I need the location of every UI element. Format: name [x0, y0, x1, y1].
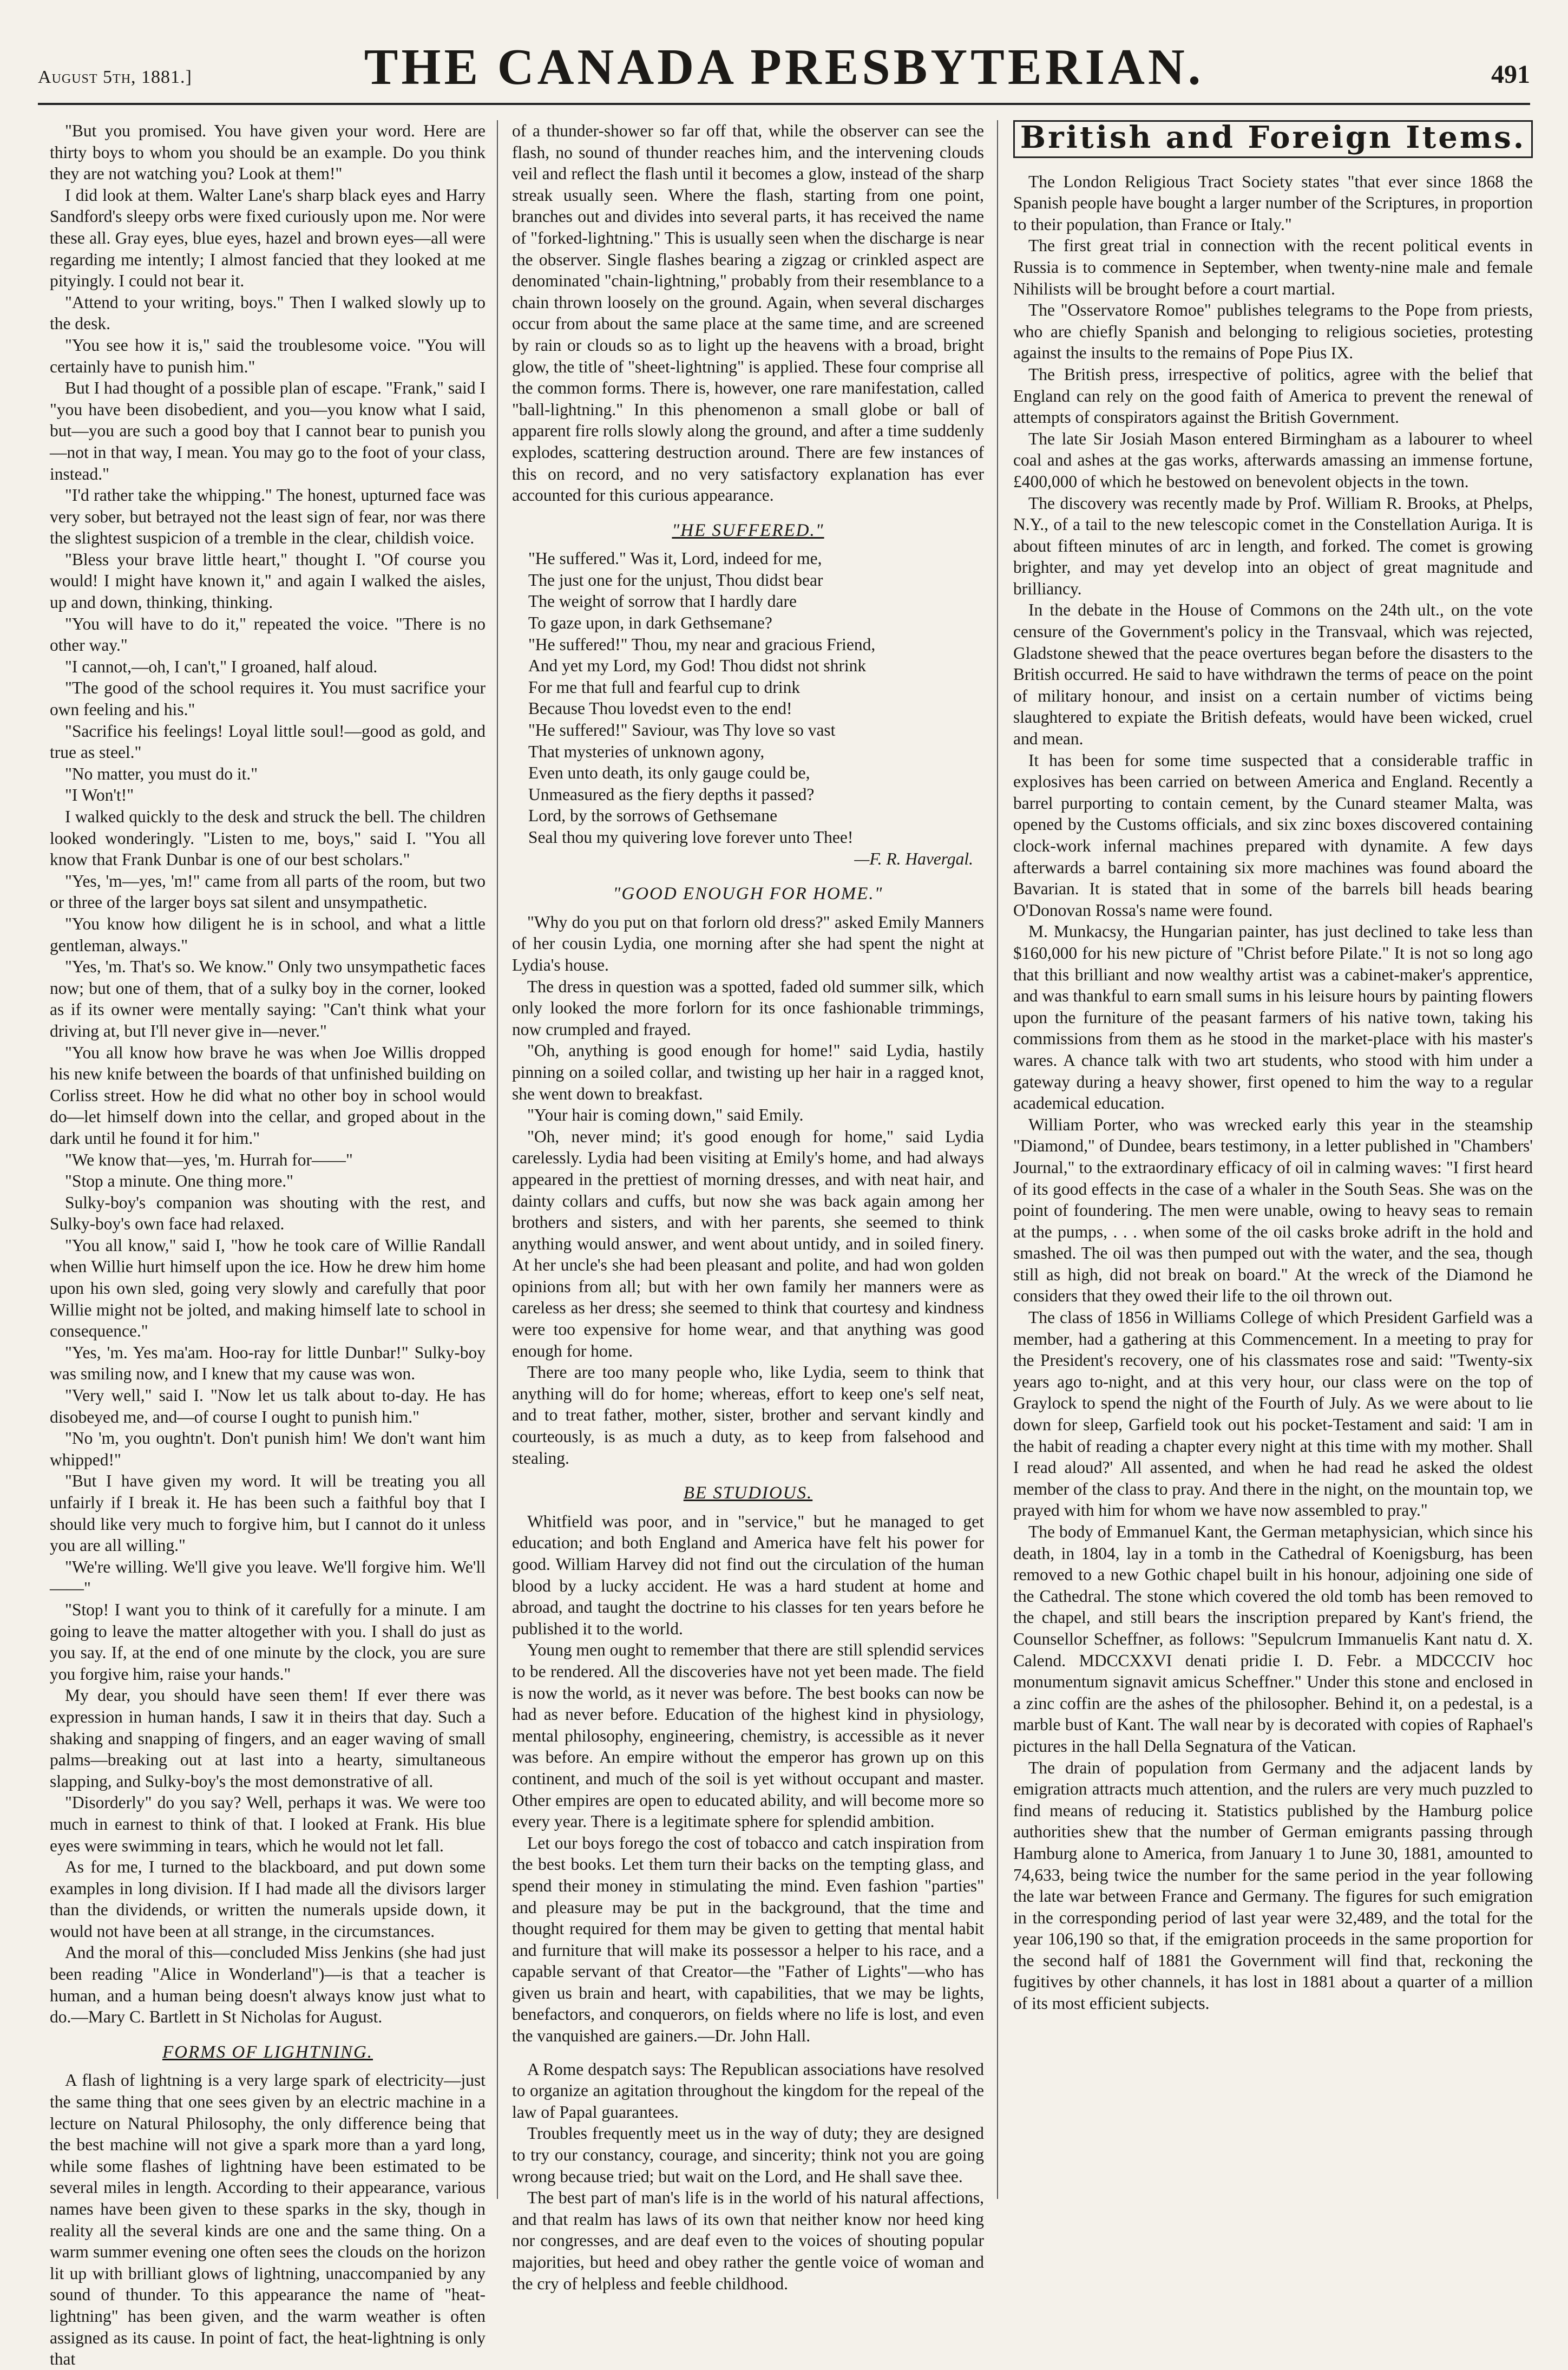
paragraph: "Attend to your writing, boys." Then I walked slowly up to the desk.	[50, 292, 486, 333]
news-item: The class of 1856 in Williams College of which President Garfield was a member, had a gathering at this Commencement. In a meeting to pray for the President's recovery, one of his classmates rose and said: "Twenty-six years ago to-night, and at this very hour, our class were on the top of Graylock to spend the night of the Fourth of July. As we were about to lie down for sleep, Garfield took out his pocket-Testament and said: 'I am in the habit of reading a chapter every night at this time with my mother. Shall I read aloud?' All assented, and when he had read he asked the oldest member of the class to pray. And there in the night, on the mountain top, we prayed with him for whom we have now assembled to pray."	[1013, 1308, 1533, 1520]
poem-line: For me that full and fearful cup to drink	[528, 677, 801, 697]
paragraph: "Very well," said I. "Now let us talk about to-day. He has disobeyed me, and—of course I ought to punish him."	[50, 1386, 486, 1426]
section-banner-british-foreign: British and Foreign Items.	[1013, 120, 1533, 158]
column-1	[50, 120, 486, 2369]
lightning-paragraph-1: A flash of lightning is a very large spark of electricity—just the same thing that one sees given by an electric machine in a lecture on Natural Philosophy, the only difference being that the best machine will not give a spark more than a yard long, while some flashes of lightning have been estimated to be several miles in length. According to their appearance, various names have been given to these sparks in the sky, though in reality all the several kinds are one and the same thing. On a warm summer evening one often sees the clouds on the horizon lit up with brilliant glows of lightning, unaccompanied by any sound of thunder. To this appearance the name of "heat-lightning" has been given, and the warm weather is often assigned as its cause. In point of fact, the heat-lightning is only that	[50, 2071, 486, 2369]
paragraph: "No matter, you must do it."	[65, 764, 258, 783]
section-title-studious: BE STUDIOUS.	[683, 1483, 813, 1503]
news-item: The body of Emmanuel Kant, the German metaphysician, which since his death, in 1804, lay in a tomb in the Cathedral of Koenigsburg, has been removed to a new Gothic chapel built in his honour, adjoining one side of the Cathedral. The stone which covered the old tomb has been removed to the chapel, and still bears the inscription prepared by Kant's friend, the Counsellor Scheffner, as follows: "Sepulcrum Immanuelis Kant natu d. X. Calend. MDCCXXVI denati pridie I. D. Febr. a MDCCCIV hoc monumentum signavit amicus Scheffner." Under this stone and enclosed in a zinc coffin are the ashes of the philosopher. Behind it, on a pedestal, is a marble bust of Kant. The wall near by is decorated with copies of Raphael's pictures in the hall Della Segnatura of the Vatican.	[1013, 1522, 1533, 1756]
news-items	[1013, 171, 1533, 2014]
paragraph: "Bless your brave little heart," thought I. "Of course you would! I might have known it," and again I walked the aisles, up and down, thinking, thinking.	[50, 549, 486, 612]
paragraph: My dear, you should have seen them! If ever there was expression in human hands, I saw it in theirs that day. Such a shaking and snapping of fingers, and an eager waving of small palms—breaking out at last into a hearty, simultaneous slapping, and Sulky-boy's the most demonstrative of all.	[50, 1686, 486, 1791]
paragraph: Young men ought to remember that there are still splendid services to be rendered. All the discoveries have not yet been made. The field is now the world, as it never was before. The best books can now be had as never before. Education of the highest kind in physiology, mental philosophy, engineering, chemistry, is accessible as it never was before. An empire without the emperor has grown up on this continent, and much of the soil is yet without occupant and master. Other empires are open to educated ability, and will become more so every year. There is a legitimate sphere for splendid ambition.	[512, 1640, 984, 1831]
masthead	[38, 32, 1530, 105]
column-rule-right	[997, 120, 998, 2199]
column-3	[1013, 120, 1533, 2204]
paragraph: "I Won't!"	[65, 785, 134, 805]
poem-line: Lord, by the sorrows of Gethsemane	[528, 806, 778, 826]
poem-line: Even unto death, its only gauge could be,	[528, 763, 810, 783]
short-items	[512, 2059, 984, 2295]
paragraph: I did look at them. Walter Lane's sharp black eyes and Harry Sandford's sleepy orbs were fixed curiously upon me. Nor were these all. Gray eyes, blue eyes, hazel and brown eyes—all were regarding me intently; I almost fancied that they looked at me pityingly. I could not bear it.	[50, 185, 486, 291]
paragraph: There are too many people who, like Lydia, seem to think that anything will do for home; whereas, effort to keep one's self neat, and to treat father, mother, sister, brother and servant kindly and courteously, is as much a duty, as to keep from falsehood and stealing.	[512, 1363, 984, 1468]
news-item: The best part of man's life is in the world of his natural affections, and that realm has laws of its own that neither know nor heed king nor congresses, and are deaf even to the voices of shouting popular majorities, but heed and obey rather the gentle voice of woman and the cry of helpless and feeble childhood.	[512, 2188, 984, 2293]
paragraph: "You will have to do it," repeated the voice. "There is no other way."	[50, 614, 486, 655]
paragraph: And the moral of this—concluded Miss Jenkins (she had just been reading "Alice in Wonderland")—is that a teacher is human, and a human being doesn't always know just what to do.—Mary C. Bartlett in St Nicholas for August.	[50, 1943, 486, 2027]
paragraph: "Yes, 'm. Yes ma'am. Hoo-ray for little Dunbar!" Sulky-boy was smiling now, and I knew that my cause was won.	[50, 1343, 486, 1384]
news-item: The British press, irrespective of politics, agree with the belief that England can rely on the good faith of America to prevent the renewal of attempts of conspirators against the British Government.	[1013, 364, 1533, 427]
paragraph: "Sacrifice his feelings! Loyal little soul!—good as gold, and true as steel."	[50, 721, 486, 762]
poem-line: That mysteries of unknown agony,	[528, 742, 765, 761]
paragraph: Let our boys forego the cost of tobacco and catch inspiration from the best books. Let them turn their backs on the tempting glass, and spend their money in stimulating the mind. Even fashion "parties" and pleasure may be put in the background, that the time and thought required for them may be given to getting that mental habit and furniture that will make its possessor a helper to his race, and a capable servant of that Creator—the "Father of Lights"—who has given us brain and heart, with capabilities, that we may be lights, benefactors, and conquerors, on fields where no life is lost, and even the vanquished are gainers.—Dr. John Hall.	[512, 1833, 984, 2046]
news-item: The London Religious Tract Society states "that ever since 1868 the Spanish people have bought a larger number of the Scriptures, in proportion to their population, than France or Italy."	[1013, 172, 1533, 234]
paragraph: "We know that—yes, 'm. Hurrah for——"	[65, 1150, 353, 1169]
news-item: M. Munkacsy, the Hungarian painter, has just declined to take less than $160,000 for his new picture of "Christ before Pilate." It is not so long ago that this brilliant and now wealthy artist was a cabinet-maker's apprentice, and was thankful to earn small sums in his leisure hours by painting flowers upon the furniture of the peasant farmers of his native town, taking his commissions from them as he stood in the market-place with his master's wares. A chance talk with two art students, who stood with him under a gateway during a heavy shower, first opened to him the way to a regular academical education.	[1013, 922, 1533, 1113]
poem-line: To gaze upon, in dark Gethsemane?	[528, 613, 772, 633]
paragraph: "Yes, 'm. That's so. We know." Only two unsympathetic faces now; but one of them, that of a sulky boy in the corner, looked as if its owner were mentally saying: "Can't think what your driving at, but I'll never give in—never."	[50, 957, 486, 1040]
paragraph: "Yes, 'm—yes, 'm!" came from all parts of the room, but two or three of the larger boys sat silent and unsympathetic.	[50, 871, 486, 912]
section-title-poem: "HE SUFFERED."	[672, 520, 824, 540]
poem-line: The just one for the unjust, Thou didst bear	[528, 570, 823, 590]
poem-line: Unmeasured as the fiery depths it passed?	[528, 784, 815, 804]
paragraph: Sulky-boy's companion was shouting with the rest, and Sulky-boy's own face had relaxed.	[50, 1193, 486, 1234]
news-item: The late Sir Josiah Mason entered Birmingham as a labourer to wheel coal and ashes at the gas works, afterwards amassing an immense fortune, £400,000 of which he bestowed on benevolent objects in the town.	[1013, 429, 1533, 491]
paragraph: I walked quickly to the desk and struck the bell. The children looked wonderingly. "Listen to me, boys," said I. "You all know that Frank Dunbar is one of our best scholars."	[50, 807, 486, 869]
poem-author: —F. R. Havergal.	[854, 849, 973, 868]
paragraph: "Oh, never mind; it's good enough for home," said Lydia carelessly. Lydia had been visiting at Emily's home, and had always appeared in the prettiest of morning dresses, and with neat hair, and dainty collars and cuffs, but now she was back again among her brothers and sisters, and with her parents, she seemed to think anything would answer, and went about untidy, and in soiled finery. At her uncle's she had been pleasant and polite, and had won golden opinions from all; but with her own family her manners were as careless as her dress; she seemed to think that courtesy and kindness were too expensive for home wear, and that anything was good enough for home.	[512, 1127, 984, 1360]
section-title-lightning: FORMS OF LIGHTNING.	[162, 2042, 373, 2062]
paragraph: Whitfield was poor, and in "service," but he managed to get education; and both England and America have felt his power for good. William Harvey did not find out the circulation of the human blood by a lucky accident. He was a hard student at home and abroad, and taught the doctrine to his classes for ten years before he published it to the world.	[512, 1511, 984, 1638]
paragraph: "We're willing. We'll give you leave. We'll forgive him. We'll——"	[50, 1557, 486, 1598]
poem-line: "He suffered!" Thou, my near and gracious Friend,	[528, 634, 876, 654]
paragraph: "But you promised. You have given your word. Here are thirty boys to whom you should be an example. Do you think they are not watching you? Look at them!"	[50, 121, 486, 184]
poem-line: "He suffered!" Saviour, was Thy love so vast	[528, 721, 836, 740]
paragraph: "But I have given my word. It will be treating you all unfairly if I break it. He has been such a faithful boy that I should like very much to forgive him, but I cannot do it unless you are all willing."	[50, 1471, 486, 1555]
poem-line: And yet my Lord, my God! Thou didst not shrink	[528, 656, 867, 676]
newspaper-title: THE CANADA PRESBYTERIAN.	[364, 39, 1204, 95]
paragraph: "Why do you put on that forlorn old dress?" asked Emily Manners of her cousin Lydia, one morning after she had spent the night at Lydia's house.	[512, 912, 984, 974]
paragraph: "I cannot,—oh, I can't," I groaned, half aloud.	[65, 657, 378, 676]
paragraph: "The good of the school requires it. You must sacrifice your own feeling and his."	[50, 678, 486, 719]
poem-line: Because Thou lovedst even to the end!	[528, 699, 792, 718]
paragraph: "You all know how brave he was when Joe Willis dropped his new knife between the boards of that unfinished building on Corliss street. How he did what no other boy in school would do—let himself down into the cellar, and groped about in the dark until he found it for him."	[50, 1043, 486, 1148]
news-item: The drain of population from Germany and the adjacent lands by emigration attracts much attention, and the rulers are very much puzzled to find means of reducing it. Statistics published by the Hamburg police authorities shew that the number of German emigrants passing through Hamburg alone to America, from January 1 to June 30, 1881, amounted to 74,633, being twice the number for the same period in the year following the late war between France and Germany. The figures for such emigration in the corresponding period of last year were 32,489, and the total for the year 106,190 so that, if the emigration proceeds in the same proportion for the second half of 1881 the Government will find that, reckoning the fugitives by other channels, it has lost in 1881 about a quarter of a million of its most efficient subjects.	[1013, 1758, 1533, 2013]
issue-date: August 5th, 1881.]	[38, 67, 192, 87]
section-title-home: "GOOD ENOUGH FOR HOME."	[613, 884, 883, 904]
paragraph: "You see how it is," said the troublesome voice. "You will certainly have to punish him."	[50, 335, 486, 376]
paragraph: "No 'm, you oughtn't. Don't punish him! We don't want him whipped!"	[50, 1429, 486, 1469]
poem-line: The weight of sorrow that I hardly dare	[528, 592, 797, 611]
paragraph: "Oh, anything is good enough for home!" said Lydia, hastily pinning on a soiled collar, and twisting up her hair in a ragged knot, she went down to breakfast.	[512, 1041, 984, 1103]
paragraph: "I'd rather take the whipping." The honest, upturned face was very sober, but betrayed not the least sign of fear, nor was there the slightest suspicion of a tremble in the clear, childish voice.	[50, 486, 486, 548]
paragraph: But I had thought of a possible plan of escape. "Frank," said I "you have been disobedient, and you—you know what I said, but—you are such a good boy that I cannot bear to punish you—not in that way, I mean. You may go to the foot of your class, instead."	[50, 378, 486, 483]
studious-article	[512, 1511, 984, 2047]
news-item: The first great trial in connection with the recent political events in Russia is to commence in September, when twenty-nine male and female Nihilists will be brought before a court martial.	[1013, 236, 1533, 298]
news-item: In the debate in the House of Commons on the 24th ult., on the vote censure of the Government's policy in the Transvaal, which was rejected, Gladstone shewed that the peace overtures began before the disasters to the British occurred. He said to have withdrawn the terms of peace on the point of military honour, and insist on a certain number of victims being slaughtered to expiate the British defeats, would have been wicked, cruel and mean.	[1013, 600, 1533, 749]
news-item: William Porter, who was wrecked early this year in the steamship "Diamond," of Dundee, bears testimony, in a letter published in "Chambers' Journal," to the extraordinary efficacy of oil in calming waves: "I first heard of its good effects in the case of a whaler in the South Seas. She was on the point of foundering. The men were unable, owing to heavy seas to remain at the pumps, . . . when some of the oil casks broke adrift in the hold and smashed. The oil was then pumped out with the water, and the sea, though still as high, did not break on board." At the wreck of the Diamond he considers that they owed their life to the oil thrown out.	[1013, 1115, 1533, 1306]
paragraph: The dress in question was a spotted, faded old summer silk, which only looked the more forlorn for its once fashionable trimmings, now crumpled and frayed.	[512, 977, 984, 1039]
news-item: Troubles frequently meet us in the way of duty; they are designed to try our constancy, courage, and sincerity; think not you are going wrong because tried; but wait on the Lord, and He shall save thee.	[512, 2124, 984, 2186]
paragraph: As for me, I turned to the blackboard, and put down some examples in long division. If I had made all the divisors larger than the dividends, or written the numerals upside down, it would not have been at all strange, in the circumstances.	[50, 1857, 486, 1941]
poem-line: Seal thou my quivering love forever unto Thee!	[528, 828, 854, 847]
paragraph: "Disorderly" do you say? Well, perhaps it was. We were too much in earnest to think of that. I looked at Frank. His blue eyes were swimming in tears, which he would not let fall.	[50, 1793, 486, 1855]
news-item: The discovery was recently made by Prof. William R. Brooks, at Phelps, N.Y., of a tail to the new telescopic comet in the Constellation Auriga. It is about fifteen minutes of arc in length, and forked. The comet is growing brighter, and may yet develop into an object of great magnitude and brilliancy.	[1013, 493, 1533, 598]
lightning-paragraph-2: of a thunder-shower so far off that, while the observer can see the flash, no sound of thunder reaches him, and the intervening clouds veil and reflect the flash until it becomes a glow, instead of the sharp streak usually seen. Where the flash, starting from one point, branches out and divides into several parts, it has received the name of "forked-lightning." This is usually seen when the discharge is near the observer. Single flashes bearing a zigzag or crinkled aspect are denominated "chain-lightning," probably from their resemblance to a chain thrown loosely on the ground. Again, when several discharges occur from about the same place at the same time, and are screened by rain or clouds so as to light up the heavens with a broad, bright glow, the title of "sheet-lightning" is applied. These four comprise all the common forms. There is, however, one rare manifestation, called "ball-lightning." In this phenomenon a small globe or ball of apparent fire rolls slowly along the ground, and after a time suddenly explodes, scattering destruction around. There are few instances of this on record, and no very satisfactory explanation has ever accounted for this curious appearance.	[512, 121, 984, 505]
story-continuation	[50, 120, 486, 2028]
paragraph: "Stop! I want you to think of it carefully for a minute. I am going to leave the matter altogether with you. I shall do just as you say. If, at the end of one minute by the clock, you are sure you forgive him, raise your hands."	[50, 1600, 486, 1684]
poem-line: "He suffered." Was it, Lord, indeed for me,	[528, 549, 822, 568]
news-item: The "Osservatore Romoe" publishes telegrams to the Pope from priests, who are chiefly Spanish and belonging to religious societies, protesting against the insults to the remains of Pope Pius IX.	[1013, 300, 1533, 363]
poem-stanza	[528, 548, 984, 848]
news-item: It has been for some time suspected that a considerable traffic in explosives has been carried on between America and England. Recently a barrel purporting to contain cement, by the Cunard steamer Malta, was opened by the Customs officials, and six zinc boxes discovered containing clock-work infernal machines prepared with dynamite. A few days afterwards a barrel containing six more machines was found aboard the Bavarian. It is stated that in some of the barrels bill heads bearing O'Donovan Rossa's name were found.	[1013, 750, 1533, 920]
column-rule-left	[497, 120, 498, 2199]
column-2	[512, 120, 984, 2293]
page-number: 491	[1491, 60, 1530, 89]
paragraph: "Stop a minute. One thing more."	[65, 1171, 294, 1191]
paragraph: "You all know," said I, "how he took care of Willie Randall when Willie hurt himself upon the ice. How he drew him home upon his own sled, going very slowly and carefully that poor Willie might not be jolted, and making himself late to school in consequence."	[50, 1235, 486, 1341]
news-item: A Rome despatch says: The Republican associations have resolved to organize an agitation throughout the kingdom for the repeal of the law of Papal guarantees.	[512, 2059, 984, 2122]
paragraph: "You know how diligent he is in school, and what a little gentleman, always."	[50, 914, 486, 955]
paragraph: "Your hair is coming down," said Emily.	[527, 1105, 804, 1125]
home-article	[512, 912, 984, 1469]
